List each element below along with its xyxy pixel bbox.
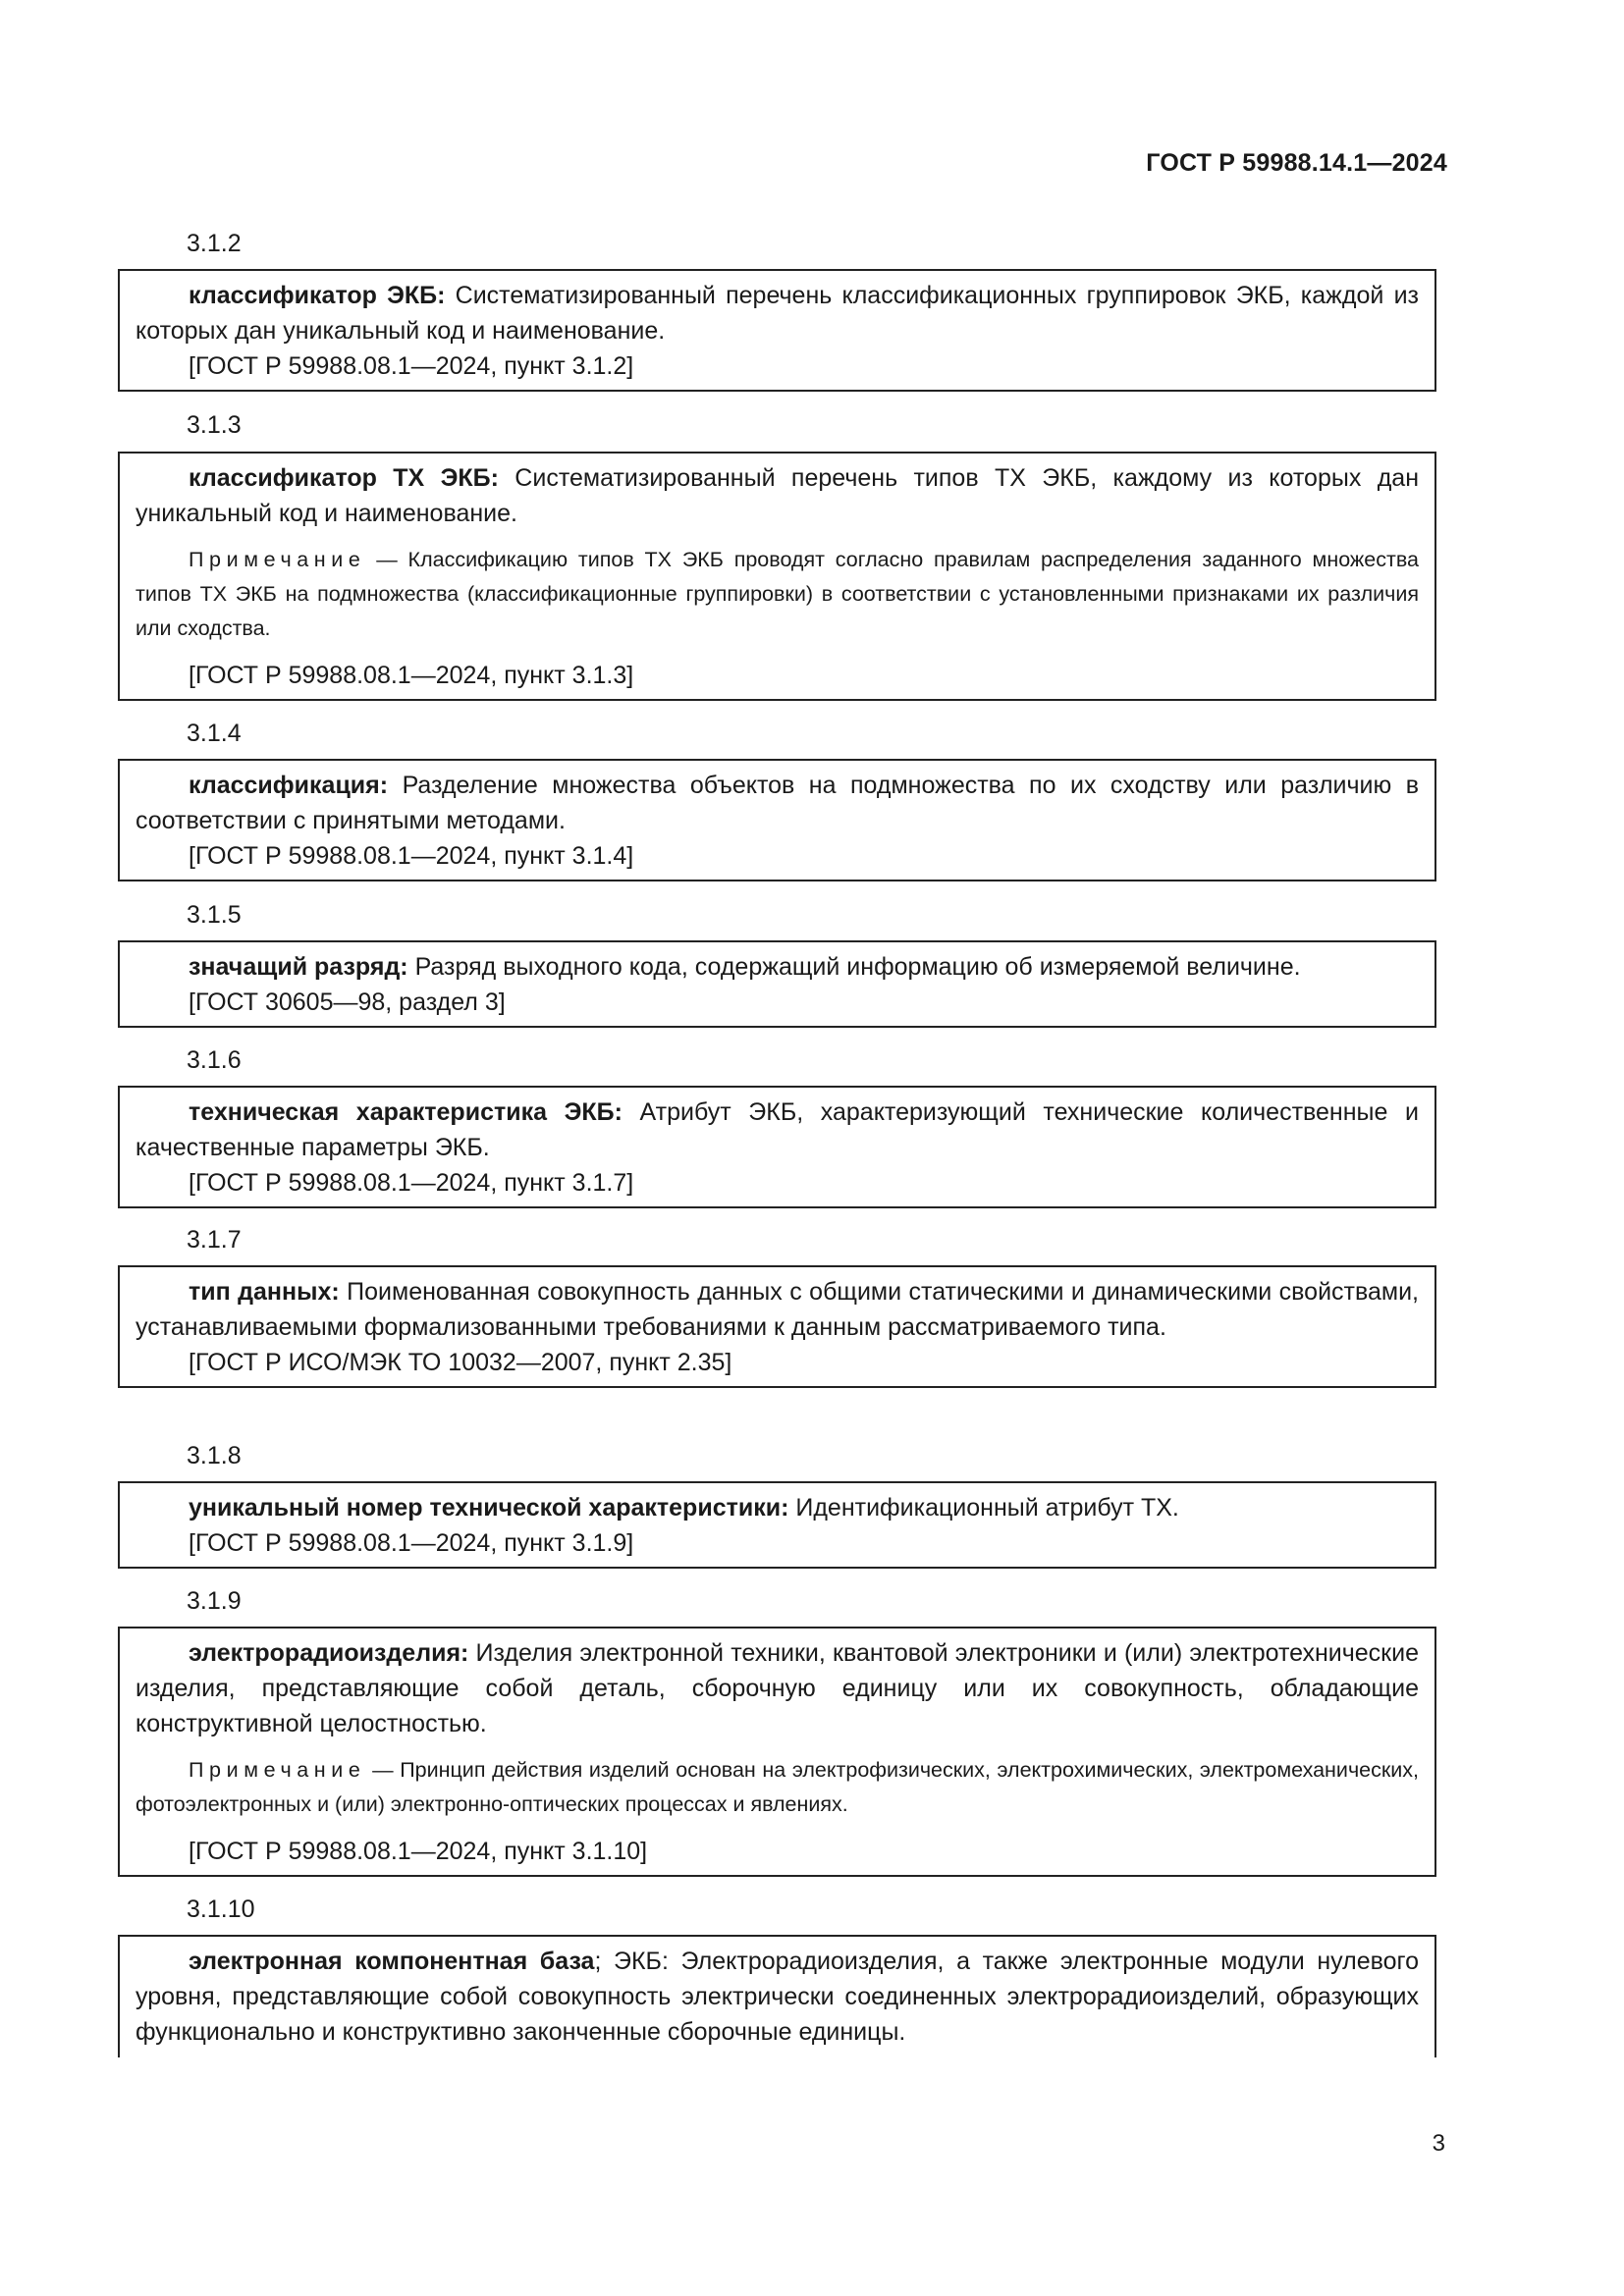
term: электрорадиоизделия: xyxy=(189,1639,469,1667)
term-box xyxy=(118,269,1436,392)
definition: ; ЭКБ: Электрорадиоизделия, а также электронные модули нулевого уровня, представляющие собой совокупность электрически соединенных электрорадиоизделий, образующих функционально и конструктивно законченные сборочные единицы. xyxy=(135,1948,1419,2046)
source-reference: [ГОСТ Р ИСО/МЭК ТО 10032—2007, пункт 2.35] xyxy=(189,1349,732,1376)
term-box xyxy=(118,1481,1436,1569)
source-reference: [ГОСТ Р 59988.08.1—2024, пункт 3.1.3] xyxy=(189,662,634,689)
term-box xyxy=(118,1265,1436,1388)
note-label: Примечание xyxy=(189,548,366,571)
term-box xyxy=(118,940,1436,1028)
note xyxy=(135,1753,1419,1822)
entry-number: 3.1.3 xyxy=(187,411,242,439)
definition: Разделение множества объектов на подмножества по их сходству или различию в соответствии с принятыми методами. xyxy=(135,772,1419,834)
entry-number: 3.1.7 xyxy=(187,1226,242,1254)
note-text: — Принцип действия изделий основан на электрофизических, электрохимических, электромеханических, фотоэлектронных и (или) электронно-оптических процессах и явлениях. xyxy=(135,1758,1419,1816)
definition: Идентификационный атрибут ТХ. xyxy=(788,1494,1179,1522)
note-label: Примечание xyxy=(189,1758,366,1782)
definition: Поименованная совокупность данных с общими статическими и динамическими свойствами, устанавливаемыми формализованными требованиями к данным рассматриваемого типа. xyxy=(135,1278,1419,1341)
term: техническая характеристика ЭКБ: xyxy=(189,1098,623,1126)
definition: Разряд выходного кода, содержащий информацию об измеряемой величине. xyxy=(407,953,1301,981)
source-reference: [ГОСТ Р 59988.08.1—2024, пункт 3.1.7] xyxy=(189,1169,634,1197)
term: классификатор ЭКБ: xyxy=(189,282,446,309)
source-reference: [ГОСТ Р 59988.08.1—2024, пункт 3.1.2] xyxy=(189,352,634,380)
note xyxy=(135,543,1419,646)
source-reference: [ГОСТ Р 59988.08.1—2024, пункт 3.1.4] xyxy=(189,842,634,870)
entry-number: 3.1.4 xyxy=(187,720,242,747)
definition: Систематизированный перечень классификационных группировок ЭКБ, каждой из которых дан уникальный код и наименование. xyxy=(135,282,1419,345)
page-number: 3 xyxy=(1432,2130,1445,2157)
definition: Систематизированный перечень типов ТХ ЭКБ, каждому из которых дан уникальный код и наименование. xyxy=(135,464,1419,527)
definition: Атрибут ЭКБ, характеризующий технические количественные и качественные параметры ЭКБ. xyxy=(135,1098,1419,1161)
term-box xyxy=(118,759,1436,881)
source-reference: [ГОСТ Р 59988.08.1—2024, пункт 3.1.10] xyxy=(189,1838,648,1865)
term: классификатор ТХ ЭКБ: xyxy=(189,464,499,492)
entry-number: 3.1.5 xyxy=(187,901,242,929)
entry-number: 3.1.6 xyxy=(187,1046,242,1074)
document-header: ГОСТ Р 59988.14.1—2024 xyxy=(1146,149,1447,177)
term: тип данных: xyxy=(189,1278,340,1306)
term-box xyxy=(118,1935,1436,2057)
term: классификация: xyxy=(189,772,389,799)
term: значащий разряд: xyxy=(189,953,408,981)
term-box xyxy=(118,452,1436,701)
entry-number: 3.1.9 xyxy=(187,1587,242,1615)
term-box xyxy=(118,1086,1436,1208)
entry-number: 3.1.8 xyxy=(187,1442,242,1469)
note-text: — Классификацию типов ТХ ЭКБ проводят согласно правилам распределения заданного множества типов ТХ ЭКБ на подмножества (классификационные группировки) в соответствии с установленными признаками их различия или сходства. xyxy=(135,548,1419,640)
definition: Изделия электронной техники, квантовой электроники и (или) электротехнические изделия, представляющие собой деталь, сборочную единицу или их совокупность, обладающие конструктивной целостностью. xyxy=(135,1639,1419,1737)
term: уникальный номер технической характеристики: xyxy=(189,1494,789,1522)
source-reference: [ГОСТ 30605—98, раздел 3] xyxy=(189,988,506,1016)
source-reference: [ГОСТ Р 59988.08.1—2024, пункт 3.1.9] xyxy=(189,1529,634,1557)
entry-number: 3.1.2 xyxy=(187,230,242,257)
term-box xyxy=(118,1627,1436,1877)
term: электронная компонентная база xyxy=(189,1948,595,1975)
entry-number: 3.1.10 xyxy=(187,1896,255,1923)
